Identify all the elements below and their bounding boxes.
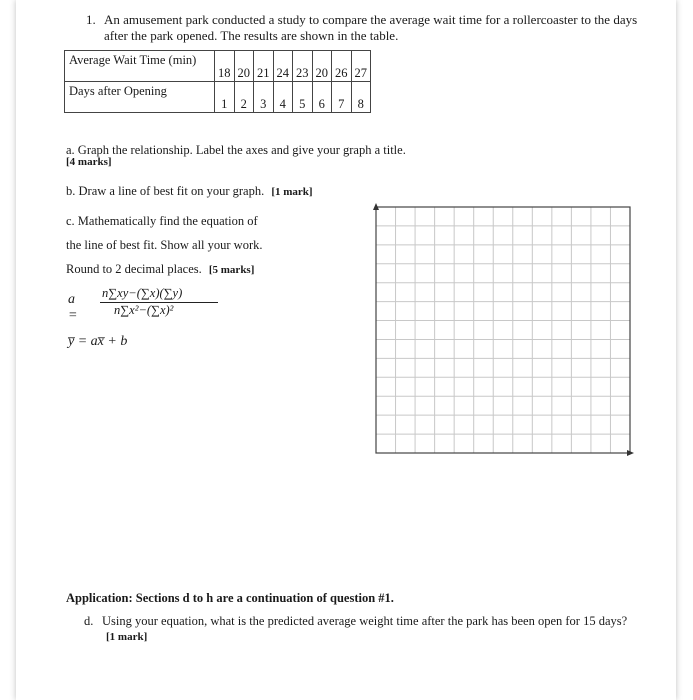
regression-formula: y̅ = ax̅ + b: [68, 334, 128, 349]
wait-time-row: [65, 51, 371, 82]
day-cell: 5: [293, 82, 313, 113]
day-cell: 7: [332, 82, 352, 113]
wait-time-cell: 20: [312, 51, 332, 82]
part-d-marks: [1 mark]: [106, 631, 148, 643]
part-b: [66, 184, 313, 199]
blank-graph-grid[interactable]: [372, 203, 634, 462]
wait-time-cell: 24: [273, 51, 293, 82]
wait-time-cell: 20: [234, 51, 254, 82]
wait-time-cell: 18: [215, 51, 235, 82]
day-cell: 4: [273, 82, 293, 113]
part-c-line-3-text: Round to 2 decimal places.: [66, 262, 202, 276]
day-cell: 1: [215, 82, 235, 113]
day-cell: 6: [312, 82, 332, 113]
day-cell: 2: [234, 82, 254, 113]
day-cell: 8: [351, 82, 371, 113]
data-table: [64, 50, 371, 113]
part-d-label: d.: [84, 614, 94, 628]
part-c-line-2: the line of best fit. Show all your work.: [66, 238, 263, 252]
part-a-text: a. Graph the relationship. Label the axes and give your graph a title.: [66, 143, 406, 157]
part-a-marks: [4 marks]: [66, 156, 112, 168]
wait-time-cell: 26: [332, 51, 352, 82]
part-c-marks: [5 marks]: [208, 264, 255, 276]
wait-time-cell: 27: [351, 51, 371, 82]
application-heading: Application: Sections d to h are a continuation of question #1.: [66, 591, 394, 605]
wait-time-cell: 21: [254, 51, 274, 82]
question-1-text: An amusement park conducted a study to compare the average wait time for a rollercoaster to the days after the park opened. The results are shown in the table.: [104, 12, 638, 43]
days-row: [65, 82, 371, 113]
days-label: Days after Opening: [65, 82, 215, 113]
part-d-text: Using your equation, what is the predicted average weight time after the park has been open for 15 days?: [102, 614, 628, 628]
slope-formula-denominator: n∑x²−(∑x)²: [114, 303, 174, 317]
slope-formula-lhs: a =: [68, 292, 78, 323]
graph-grid-svg[interactable]: [372, 203, 634, 457]
part-b-marks: [1 mark]: [271, 186, 313, 198]
wait-time-label: Average Wait Time (min): [65, 51, 215, 82]
day-cell: 3: [254, 82, 274, 113]
wait-time-cell: 23: [293, 51, 313, 82]
grid-border: [376, 207, 630, 453]
part-c-line-1: c. Mathematically find the equation of: [66, 214, 258, 228]
part-d-body: [102, 614, 642, 645]
slope-formula-numerator: n∑xy−(∑x)(∑y): [102, 286, 183, 300]
part-b-text: b. Draw a line of best fit on your graph.: [66, 184, 265, 198]
part-c-line-3: [66, 262, 254, 277]
question-1-number: 1.: [86, 12, 96, 27]
